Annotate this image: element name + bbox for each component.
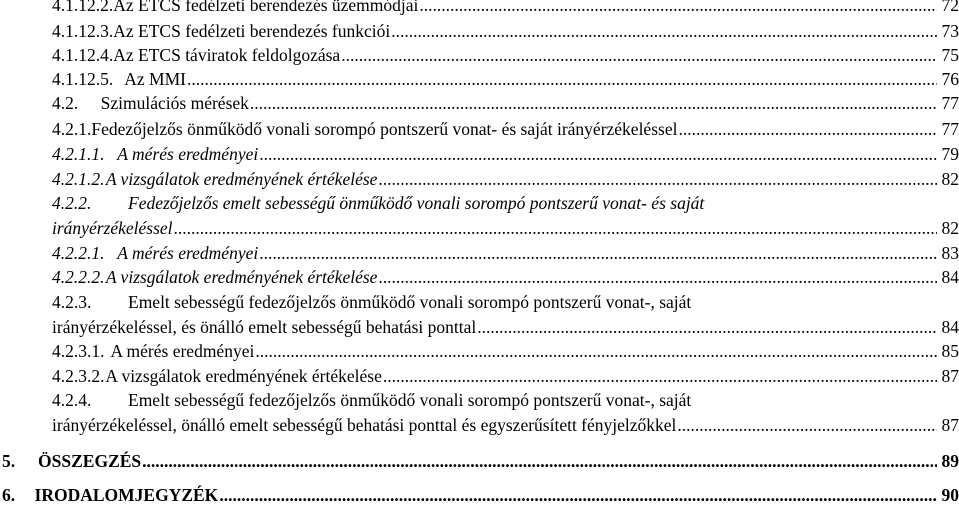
toc-entry-line2[interactable]	[52, 414, 959, 436]
toc-entry-number: 4.2.2.1.	[52, 243, 105, 263]
toc-entry-page: 73	[941, 21, 959, 41]
toc-entry-line2[interactable]	[52, 316, 959, 338]
toc-entry-number: 4.2.4.	[52, 390, 92, 410]
toc-leader-dots	[341, 44, 937, 66]
toc-leader-dots	[219, 484, 937, 506]
toc-entry-number: 4.2.2.2.	[52, 267, 105, 287]
toc-entry-page: 77	[941, 93, 959, 113]
toc-entry-page: 77	[941, 119, 959, 139]
toc-leader-dots	[378, 266, 937, 288]
toc-entry-number: 4.2.1.1.	[52, 144, 105, 164]
toc-entry-title: Az MMI	[124, 69, 186, 89]
toc-entry-number: 4.2.2.	[52, 193, 92, 213]
toc-entry-page: 90	[941, 485, 959, 505]
toc-entry-page: 76	[941, 69, 959, 89]
toc-entry[interactable]	[52, 340, 959, 362]
toc-entry-line1[interactable]	[52, 291, 959, 313]
toc-entry-page: 82	[941, 218, 959, 238]
toc-entry-number: 4.1.12.2.	[52, 0, 114, 15]
toc-entry-title: Az ETCS táviratok feldolgozása	[113, 45, 341, 65]
toc-leader-dots	[477, 316, 937, 338]
toc-leader-dots	[142, 450, 937, 472]
toc-entry-title: Emelt sebességű fedezőjelzős önműködő vonali sorompó pontszerű vonat-, saját	[128, 390, 692, 410]
toc-entry-page: 89	[941, 451, 959, 471]
toc-entry-number: 4.1.12.3.	[52, 21, 114, 41]
toc-entry-title-continued: irányérzékeléssel, önálló emelt sebességű behatási ponttal és egyszerűsített fényjelzőkkel	[52, 415, 677, 435]
toc-entry-title: A mérés eredményei	[117, 144, 259, 164]
toc-entry-page: 87	[941, 415, 959, 435]
toc-entry-number: 4.1.12.4.	[52, 45, 114, 65]
toc-entry-number: 5.	[2, 451, 16, 471]
toc-entry-page: 87	[941, 366, 959, 386]
toc-entry-number: 4.2.	[52, 93, 79, 113]
toc-leader-dots	[677, 414, 937, 436]
toc-entry[interactable]	[52, 266, 959, 288]
toc-leader-dots	[378, 168, 937, 190]
toc-entry-page: 79	[941, 144, 959, 164]
toc-entry-page: 83	[941, 243, 959, 263]
toc-leader-dots	[391, 20, 937, 42]
toc-chapter-entry[interactable]	[2, 450, 959, 472]
toc-entry-title: A vizsgálatok eredményének értékelése	[105, 169, 378, 189]
toc-entry[interactable]	[52, 20, 959, 42]
toc-entry[interactable]	[52, 118, 959, 140]
toc-entry-number: 4.2.3.1.	[52, 341, 105, 361]
toc-entry-number: 4.2.3.2.	[52, 366, 105, 386]
toc-entry-number: 6.	[2, 485, 16, 505]
toc-entry[interactable]	[52, 92, 959, 114]
toc-entry-line2[interactable]	[52, 217, 959, 239]
toc-leader-dots	[174, 217, 937, 239]
toc-entry-title: A mérés eredményei	[117, 243, 259, 263]
toc-entry[interactable]	[52, 44, 959, 66]
toc-entry-number: 4.2.3.	[52, 292, 92, 312]
toc-entry-number: 4.1.12.5.	[52, 69, 114, 89]
toc-entry-page: 84	[941, 267, 959, 287]
toc-entry-number: 4.2.1.2.	[52, 169, 105, 189]
toc-leader-dots	[678, 118, 937, 140]
toc-leader-dots	[259, 242, 937, 264]
toc-entry-line1[interactable]	[52, 389, 959, 411]
toc-leader-dots	[419, 0, 937, 16]
toc-entry-title-continued: irányérzékeléssel	[52, 218, 173, 238]
toc-entry-title: Emelt sebességű fedezőjelzős önműködő vonali sorompó pontszerű vonat-, saját	[128, 292, 692, 312]
toc-chapter-entry[interactable]	[2, 484, 959, 506]
toc-entry-title: A vizsgálatok eredményének értékelése	[105, 366, 382, 386]
toc-entry-title: IRODALOMJEGYZÉK	[34, 485, 219, 505]
toc-entry-title: Fedezőjelzős emelt sebességű önműködő vonali sorompó pontszerű vonat- és saját	[128, 193, 705, 213]
toc-entry-title: A vizsgálatok eredményének értékelése	[105, 267, 378, 287]
toc-entry[interactable]	[52, 168, 959, 190]
toc-entry[interactable]	[52, 365, 959, 387]
toc-leader-dots	[250, 92, 937, 114]
toc-entry-page: 82	[941, 169, 959, 189]
toc-entry-page: 72	[941, 0, 959, 15]
toc-leader-dots	[187, 68, 937, 90]
toc-entry[interactable]	[52, 0, 959, 16]
toc-entry-number: 4.2.1.	[52, 119, 92, 139]
toc-leader-dots	[383, 365, 937, 387]
toc-entry-title: Az ETCS fedélzeti berendezés üzemmódjai	[113, 0, 419, 15]
toc-entry-page: 85	[941, 341, 959, 361]
toc-entry-title: A mérés eredményei	[110, 341, 255, 361]
toc-entry-title: Az ETCS fedélzeti berendezés funkciói	[113, 21, 391, 41]
toc-entry-page: 84	[941, 317, 959, 337]
toc-leader-dots	[255, 340, 937, 362]
toc-entry-title: Szimulációs mérések	[100, 93, 249, 113]
toc-entry-page: 75	[941, 45, 959, 65]
toc-entry-line1[interactable]	[52, 192, 959, 214]
toc-entry-title-continued: irányérzékeléssel, és önálló emelt sebességű behatási ponttal	[52, 317, 477, 337]
toc-entry[interactable]	[52, 242, 959, 264]
toc-leader-dots	[259, 143, 937, 165]
toc-entry-title: ÖSSZEGZÉS	[38, 451, 142, 471]
toc-entry[interactable]	[52, 68, 959, 90]
toc-entry-title: Fedezőjelzős önműködő vonali sorompó pontszerű vonat- és saját irányérzékeléssel	[91, 119, 678, 139]
toc-entry[interactable]	[52, 143, 959, 165]
